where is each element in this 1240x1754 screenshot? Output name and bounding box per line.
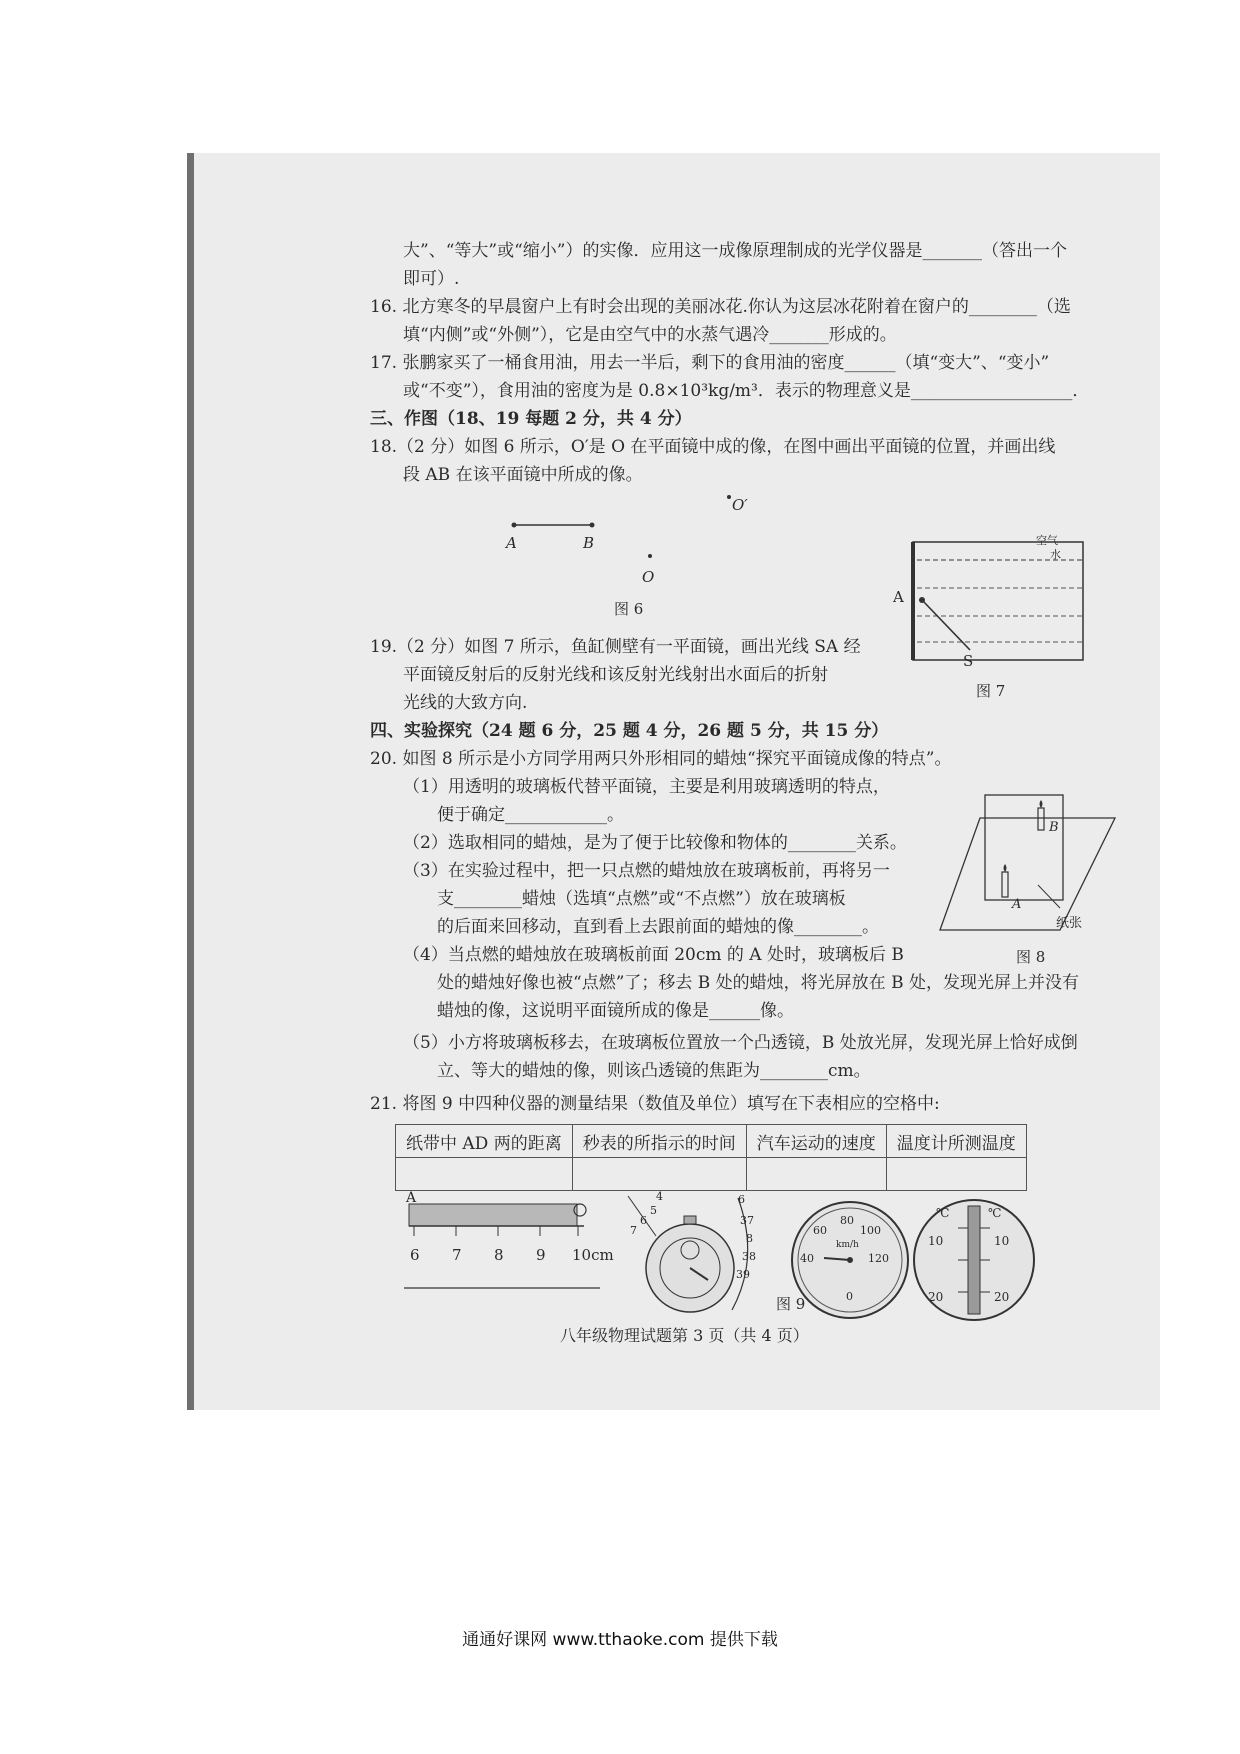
fig6-label-a: A <box>506 534 517 552</box>
thermo-label: 10 <box>928 1234 944 1248</box>
stopwatch-mark: 5 <box>650 1204 657 1217</box>
thermo-label: ℃ <box>936 1206 950 1220</box>
stopwatch-crown <box>684 1216 696 1224</box>
question-19: 19.（2 分）如图 7 所示，鱼缸侧壁有一平面镜，画出光线 SA 经 <box>370 637 861 657</box>
thermo-label: 20 <box>928 1290 944 1304</box>
glass-plate <box>985 795 1063 900</box>
answer-cell[interactable] <box>886 1158 1026 1191</box>
speedo-tick: 60 <box>813 1224 827 1237</box>
text-line: （5）小方将玻璃板移去，在玻璃板位置放一个凸透镜，B 处放光屏，发现光屏上恰好成倒 <box>403 1033 1078 1053</box>
site-footer: 通通好课网 www.tthaoke.com 提供下载 <box>462 1630 778 1650</box>
text-line: 填“内侧”或“外侧”），它是由空气中的水蒸气遇冷_______形成的。 <box>403 325 897 345</box>
answer-cell[interactable] <box>396 1158 573 1191</box>
text-line: 的后面来回移动，直到看上去跟前面的蜡烛的像________。 <box>437 917 879 937</box>
text-line: 蜡烛的像，这说明平面镜所成的像是______像。 <box>437 1001 794 1021</box>
text-line: 支________蜡烛（选填“点燃”或“不点燃”）放在玻璃板 <box>437 889 846 909</box>
fig7-label-a: A <box>893 588 904 606</box>
thermometer-tube <box>968 1206 980 1314</box>
question-21: 21. 将图 9 中四种仪器的测量结果（数值及单位）填写在下表相应的空格中: <box>370 1094 940 1114</box>
fig6-label-o: O <box>642 568 655 586</box>
text-line: 或“不变”），食用油的密度为是 0.8×10³kg/m³．表示的物理意义是___________________． <box>403 381 1090 401</box>
table-header: 温度计所测温度 <box>886 1125 1026 1158</box>
question-16: 16. 北方寒冬的早晨窗户上有时会出现的美丽冰花.你认为这层冰花附着在窗户的________（选 <box>370 297 1071 317</box>
table-header: 秒表的所指示的时间 <box>572 1125 746 1158</box>
text-line: 便于确定____________。 <box>437 805 624 825</box>
stopwatch-mark: 6 <box>738 1193 745 1206</box>
paper-tape <box>409 1204 577 1226</box>
page-footer: 八年级物理试题第 3 页（共 4 页） <box>560 1326 809 1345</box>
stopwatch-mark: 4 <box>656 1190 663 1203</box>
point-b <box>590 523 595 528</box>
ruler-tick: 9 <box>536 1246 546 1264</box>
thermo-label: ℃ <box>988 1206 1002 1220</box>
fig8-caption: 图 8 <box>1016 948 1046 966</box>
figure-7 <box>900 538 1100 663</box>
text-line: 光线的大致方向. <box>403 693 528 713</box>
speedo-tick: 120 <box>868 1252 889 1265</box>
fig6-label-b: B <box>583 534 595 552</box>
fig9-caption: 图 9 <box>776 1295 806 1313</box>
fig6-label-o-prime: O′ <box>732 496 748 514</box>
ruler-tick: 8 <box>494 1246 504 1264</box>
table-header-row <box>396 1125 1027 1158</box>
section-heading: 四、实验探究（24 题 6 分，25 题 4 分，26 题 5 分，共 15 分） <box>370 721 889 741</box>
stopwatch-mark: 6 <box>640 1214 647 1227</box>
text-line: 立、等大的蜡烛的像，则该凸透镜的焦距为________cm。 <box>437 1061 871 1081</box>
ruler-tick: 7 <box>452 1246 462 1264</box>
speedo-unit: km/h <box>836 1240 859 1250</box>
fig8-label-a: A <box>1012 897 1022 912</box>
answer-cell[interactable] <box>746 1158 886 1191</box>
paper-plane <box>940 818 1115 930</box>
text-line: 处的蜡烛好像也被“点燃”了；移去 B 处的蜡烛，将光屏放在 B 处，发现光屏上并没有 <box>437 973 1079 993</box>
point-o <box>648 554 652 558</box>
scan-shadow-edge <box>187 153 194 1410</box>
point-o-prime <box>727 495 731 499</box>
fig6-caption: 图 6 <box>614 600 644 618</box>
fig7-caption: 图 7 <box>976 682 1006 700</box>
table-header: 汽车运动的速度 <box>746 1125 886 1158</box>
thermo-label: 10 <box>994 1234 1010 1248</box>
stopwatch-mark: 38 <box>742 1250 756 1263</box>
point-a <box>512 523 517 528</box>
text-line: （2）选取相同的蜡烛，是为了便于比较像和物体的________关系。 <box>403 833 907 853</box>
text-line: 段 AB 在该平面镜中所成的像。 <box>403 465 643 485</box>
section-heading: 三、作图（18、19 每题 2 分，共 4 分） <box>370 409 692 429</box>
table-row <box>396 1158 1027 1191</box>
ruler-label-a: A <box>406 1190 417 1206</box>
table-header: 纸带中 AD 两的距离 <box>396 1125 573 1158</box>
text-line: 大”、“等大”或“缩小”）的实像．应用这一成像原理制成的光学仪器是_______（答出一个 <box>403 241 1067 261</box>
stopwatch-mark: 7 <box>630 1224 637 1237</box>
thermo-label: 20 <box>994 1290 1010 1304</box>
question-17: 17. 张鹏家买了一桶食用油，用去一半后，剩下的食用油的密度______（填“变大”、“变小” <box>370 353 1050 373</box>
stopwatch-figure <box>620 1188 780 1318</box>
question-18: 18.（2 分）如图 6 所示，O′是 O 在平面镜中成的像，在图中画出平面镜的位置，并画出线 <box>370 437 1056 457</box>
stopwatch-mark: 37 <box>740 1214 754 1227</box>
text-line: （4）当点燃的蜡烛放在玻璃板前面 20cm 的 A 处时，玻璃板后 B <box>403 945 904 965</box>
candle-b <box>1038 808 1044 830</box>
speedo-tick: 0 <box>846 1290 853 1303</box>
fig7-label-air: 空气 <box>1036 534 1058 547</box>
question-20: 20. 如图 8 所示是小方同学用两只外形相同的蜡烛“探究平面镜成像的特点”。 <box>370 749 952 769</box>
ruler-tick: 6 <box>410 1246 420 1264</box>
answer-cell[interactable] <box>572 1158 746 1191</box>
stopwatch-mark: 8 <box>746 1232 753 1245</box>
text-line: 平面镜反射后的反射光线和该反射光线射出水面后的折射 <box>403 665 828 685</box>
text-line: 即可）. <box>403 269 460 289</box>
fig7-label-s: S <box>963 652 974 670</box>
fig8-label-b: B <box>1049 820 1059 835</box>
ruler-tick: 10cm <box>572 1246 614 1264</box>
speedo-tick: 80 <box>840 1214 854 1227</box>
measurement-table <box>395 1124 1027 1191</box>
fig7-label-water: 水 <box>1050 548 1061 561</box>
text-line: （3）在实验过程中，把一只点燃的蜡烛放在玻璃板前，再将另一 <box>403 861 890 881</box>
speedo-tick: 40 <box>800 1252 814 1265</box>
speedo-tick: 100 <box>860 1224 881 1237</box>
fig8-label-paper: 纸张 <box>1056 916 1083 931</box>
stopwatch-mark: 39 <box>736 1268 750 1281</box>
text-line: （1）用透明的玻璃板代替平面镜，主要是利用玻璃透明的特点， <box>403 777 890 797</box>
candle-a <box>1002 872 1008 897</box>
figure-8 <box>940 790 1110 940</box>
